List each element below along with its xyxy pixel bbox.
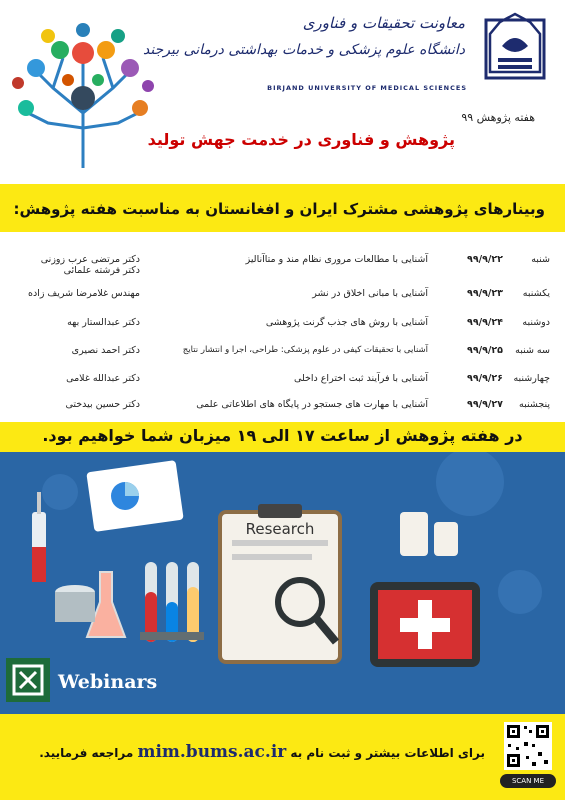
day: سه شنبه	[515, 345, 550, 356]
speaker-name: دکتر حسین بیدختی	[65, 399, 140, 410]
date: ۹۹/۹/۲۴	[467, 317, 503, 328]
date: ۹۹/۹/۲۲	[467, 254, 503, 265]
webinars-label: Webinars	[58, 671, 158, 693]
research-illustration	[0, 452, 565, 714]
schedule-row	[0, 254, 565, 282]
day: یکشنبه	[522, 288, 550, 299]
speaker-name: دکتر عبدالستار بهه	[67, 317, 140, 328]
qr-code-icon[interactable]	[504, 722, 552, 770]
schedule-row	[0, 317, 565, 345]
day: چهارشنبه	[513, 373, 550, 384]
topic: آشنایی با مهارت های جستجو در پایگاه های اطلاعاتی علمی	[196, 399, 428, 410]
topic: آشنایی با مبانی اخلاق در نشر	[312, 288, 428, 299]
speaker-name-2: دکتر فرشته علمائی	[63, 265, 140, 276]
speaker	[15, 254, 140, 276]
topic: آشنایی با تحقیقات کیفی در علوم پزشکی: طراحی، اجرا و انتشار نتایج	[182, 345, 428, 355]
day: دوشنبه	[522, 317, 550, 328]
speaker-name: دکتر مرتضی عرب زوزنی	[40, 254, 140, 265]
date: ۹۹/۹/۲۷	[467, 399, 503, 410]
topic: آشنایی با مطالعات مروری نظام مند و متاآنالیز	[245, 254, 428, 265]
day: پنجشنبه	[519, 399, 550, 410]
topic: آشنایی با روش های جذب گرنت پژوهشی	[265, 317, 428, 328]
footer-text-after: مراجعه فرمایید.	[39, 746, 134, 760]
university-logo-icon	[482, 10, 548, 82]
org-title-line2: دانشگاه علوم پزشکی و خدمات بهداشتی درمانی بیرجند	[143, 42, 465, 58]
speaker-name: دکتر عبدالله غلامی	[66, 373, 140, 384]
section-title: وبینارهای پژوهشی مشترک ایران و افغانستان به مناسبت هفته پژوهش:	[13, 200, 545, 218]
org-title-english: BIRJAND UNIVERSITY OF MEDICAL SCIENCES	[267, 84, 467, 92]
week-label: هفته پژوهش ۹۹	[461, 111, 535, 124]
org-title-line1: معاونت تحقیقات و فناوری	[302, 14, 465, 32]
topic: آشنایی با فرآیند ثبت اختراع داخلی	[293, 373, 428, 384]
research-label: Research	[245, 520, 315, 538]
schedule-row	[0, 345, 565, 373]
page-title: پژوهش و فناوری در خدمت جهش تولید	[147, 130, 455, 149]
speaker-name: دکتر احمد نصیری	[71, 345, 140, 356]
date: ۹۹/۹/۲۵	[467, 345, 503, 356]
schedule-row	[0, 288, 565, 316]
speaker-name: مهندس غلامرضا شریف زاده	[27, 288, 140, 299]
date: ۹۹/۹/۲۳	[467, 288, 503, 299]
day: شنبه	[531, 254, 550, 265]
footer-text-before: برای اطلاعات بیشتر و ثبت نام به	[290, 746, 485, 760]
scan-me-label: SCAN ME	[500, 774, 556, 788]
date: ۹۹/۹/۲۶	[467, 373, 503, 384]
announcement-text: در هفته پژوهش از ساعت ۱۷ الی ۱۹ میزبان شما خواهیم بود.	[42, 426, 523, 445]
schedule-row	[0, 373, 565, 401]
footer-text	[39, 742, 485, 762]
webinar-schedule	[0, 232, 565, 422]
website-link[interactable]: mim.bums.ac.ir	[137, 742, 287, 762]
research-tree-illustration	[8, 18, 158, 168]
